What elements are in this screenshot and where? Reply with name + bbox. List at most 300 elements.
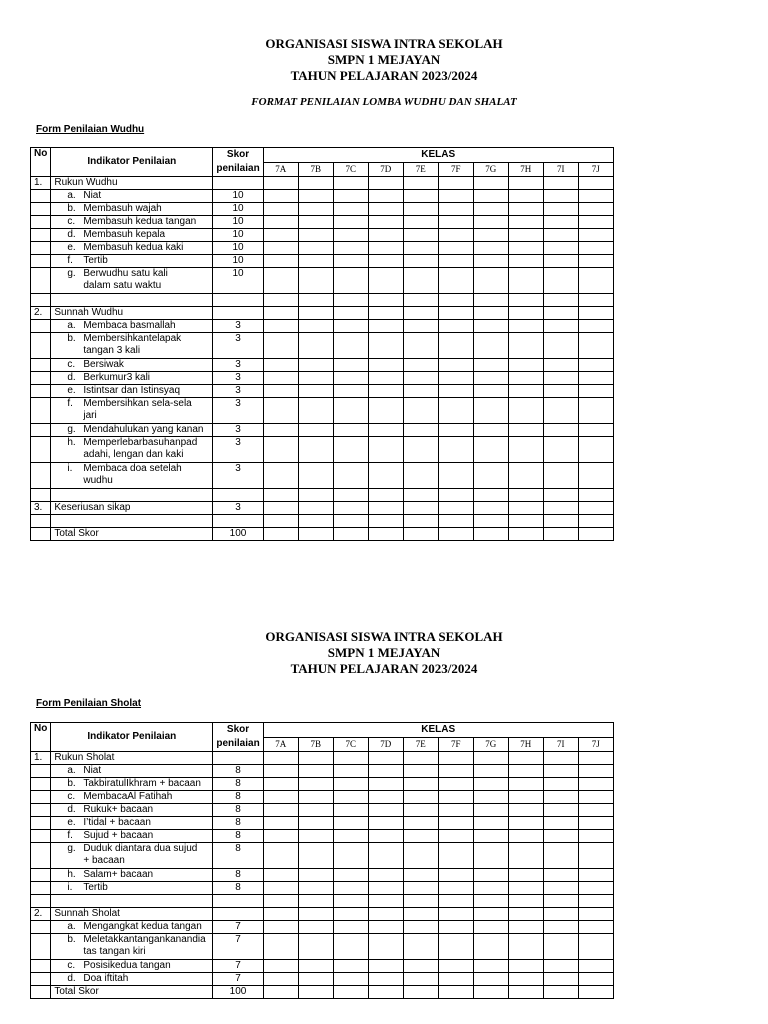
score-input-cell[interactable] [578, 908, 613, 921]
score-input-cell[interactable] [333, 804, 368, 817]
score-input-cell[interactable] [438, 307, 473, 320]
score-input-cell[interactable] [298, 778, 333, 791]
score-input-cell[interactable] [508, 882, 543, 895]
score-input-cell[interactable] [473, 765, 508, 778]
score-input-cell[interactable] [333, 359, 368, 372]
score-input-cell[interactable] [508, 372, 543, 385]
score-input-cell[interactable] [368, 791, 403, 804]
score-input-cell[interactable] [438, 934, 473, 960]
score-input-cell[interactable] [333, 778, 368, 791]
score-input-cell[interactable] [473, 398, 508, 424]
score-input-cell[interactable] [298, 333, 333, 359]
score-input-cell[interactable] [438, 203, 473, 216]
score-input-cell[interactable] [403, 804, 438, 817]
score-input-cell[interactable] [473, 986, 508, 999]
score-input-cell[interactable] [403, 934, 438, 960]
score-input-cell[interactable] [508, 294, 543, 307]
score-input-cell[interactable] [438, 424, 473, 437]
score-input-cell[interactable] [263, 960, 298, 973]
score-input-cell[interactable] [438, 908, 473, 921]
score-input-cell[interactable] [543, 268, 578, 294]
score-input-cell[interactable] [508, 333, 543, 359]
score-input-cell[interactable] [368, 921, 403, 934]
score-input-cell[interactable] [368, 437, 403, 463]
score-input-cell[interactable] [333, 203, 368, 216]
score-input-cell[interactable] [578, 528, 613, 541]
score-input-cell[interactable] [333, 986, 368, 999]
score-input-cell[interactable] [473, 895, 508, 908]
score-input-cell[interactable] [403, 752, 438, 765]
score-input-cell[interactable] [263, 255, 298, 268]
score-input-cell[interactable] [543, 502, 578, 515]
score-input-cell[interactable] [578, 333, 613, 359]
score-input-cell[interactable] [508, 843, 543, 869]
score-input-cell[interactable] [403, 489, 438, 502]
score-input-cell[interactable] [578, 502, 613, 515]
score-input-cell[interactable] [298, 765, 333, 778]
score-input-cell[interactable] [263, 869, 298, 882]
score-input-cell[interactable] [578, 177, 613, 190]
score-input-cell[interactable] [508, 502, 543, 515]
score-input-cell[interactable] [578, 385, 613, 398]
score-input-cell[interactable] [298, 229, 333, 242]
score-input-cell[interactable] [543, 255, 578, 268]
score-input-cell[interactable] [438, 869, 473, 882]
score-input-cell[interactable] [368, 908, 403, 921]
score-input-cell[interactable] [578, 830, 613, 843]
score-input-cell[interactable] [333, 463, 368, 489]
score-input-cell[interactable] [298, 268, 333, 294]
score-input-cell[interactable] [473, 830, 508, 843]
score-input-cell[interactable] [333, 843, 368, 869]
score-input-cell[interactable] [263, 203, 298, 216]
score-input-cell[interactable] [298, 294, 333, 307]
score-input-cell[interactable] [473, 268, 508, 294]
score-input-cell[interactable] [578, 960, 613, 973]
score-input-cell[interactable] [368, 752, 403, 765]
score-input-cell[interactable] [578, 242, 613, 255]
score-input-cell[interactable] [368, 385, 403, 398]
score-input-cell[interactable] [543, 934, 578, 960]
score-input-cell[interactable] [368, 216, 403, 229]
score-input-cell[interactable] [298, 437, 333, 463]
score-input-cell[interactable] [263, 973, 298, 986]
score-input-cell[interactable] [438, 960, 473, 973]
score-input-cell[interactable] [298, 791, 333, 804]
score-input-cell[interactable] [543, 359, 578, 372]
score-input-cell[interactable] [263, 320, 298, 333]
score-input-cell[interactable] [438, 216, 473, 229]
score-input-cell[interactable] [263, 528, 298, 541]
score-input-cell[interactable] [333, 502, 368, 515]
score-input-cell[interactable] [263, 502, 298, 515]
score-input-cell[interactable] [543, 190, 578, 203]
score-input-cell[interactable] [368, 398, 403, 424]
score-input-cell[interactable] [508, 804, 543, 817]
score-input-cell[interactable] [403, 229, 438, 242]
score-input-cell[interactable] [403, 973, 438, 986]
score-input-cell[interactable] [298, 908, 333, 921]
score-input-cell[interactable] [368, 307, 403, 320]
score-input-cell[interactable] [473, 515, 508, 528]
score-input-cell[interactable] [368, 190, 403, 203]
score-input-cell[interactable] [403, 190, 438, 203]
score-input-cell[interactable] [543, 437, 578, 463]
score-input-cell[interactable] [578, 791, 613, 804]
score-input-cell[interactable] [403, 463, 438, 489]
score-input-cell[interactable] [473, 528, 508, 541]
score-input-cell[interactable] [298, 528, 333, 541]
score-input-cell[interactable] [263, 242, 298, 255]
score-input-cell[interactable] [298, 320, 333, 333]
score-input-cell[interactable] [473, 960, 508, 973]
score-input-cell[interactable] [473, 869, 508, 882]
score-input-cell[interactable] [438, 895, 473, 908]
score-input-cell[interactable] [473, 463, 508, 489]
score-input-cell[interactable] [403, 372, 438, 385]
score-input-cell[interactable] [263, 986, 298, 999]
score-input-cell[interactable] [438, 372, 473, 385]
score-input-cell[interactable] [578, 934, 613, 960]
score-input-cell[interactable] [263, 372, 298, 385]
score-input-cell[interactable] [333, 934, 368, 960]
score-input-cell[interactable] [333, 333, 368, 359]
score-input-cell[interactable] [333, 385, 368, 398]
score-input-cell[interactable] [438, 437, 473, 463]
score-input-cell[interactable] [333, 437, 368, 463]
score-input-cell[interactable] [368, 333, 403, 359]
score-input-cell[interactable] [508, 778, 543, 791]
score-input-cell[interactable] [543, 778, 578, 791]
score-input-cell[interactable] [578, 437, 613, 463]
score-input-cell[interactable] [473, 817, 508, 830]
score-input-cell[interactable] [368, 203, 403, 216]
score-input-cell[interactable] [508, 255, 543, 268]
score-input-cell[interactable] [543, 973, 578, 986]
score-input-cell[interactable] [333, 882, 368, 895]
score-input-cell[interactable] [473, 791, 508, 804]
score-input-cell[interactable] [263, 804, 298, 817]
score-input-cell[interactable] [368, 229, 403, 242]
score-input-cell[interactable] [333, 398, 368, 424]
score-input-cell[interactable] [263, 843, 298, 869]
score-input-cell[interactable] [473, 320, 508, 333]
score-input-cell[interactable] [333, 489, 368, 502]
score-input-cell[interactable] [403, 778, 438, 791]
score-input-cell[interactable] [333, 424, 368, 437]
score-input-cell[interactable] [578, 765, 613, 778]
score-input-cell[interactable] [263, 489, 298, 502]
score-input-cell[interactable] [543, 294, 578, 307]
score-input-cell[interactable] [368, 242, 403, 255]
score-input-cell[interactable] [508, 385, 543, 398]
score-input-cell[interactable] [333, 908, 368, 921]
score-input-cell[interactable] [368, 973, 403, 986]
score-input-cell[interactable] [438, 190, 473, 203]
score-input-cell[interactable] [438, 817, 473, 830]
score-input-cell[interactable] [543, 398, 578, 424]
score-input-cell[interactable] [438, 268, 473, 294]
score-input-cell[interactable] [298, 203, 333, 216]
score-input-cell[interactable] [508, 489, 543, 502]
score-input-cell[interactable] [298, 882, 333, 895]
score-input-cell[interactable] [438, 255, 473, 268]
score-input-cell[interactable] [333, 216, 368, 229]
score-input-cell[interactable] [368, 778, 403, 791]
score-input-cell[interactable] [578, 203, 613, 216]
score-input-cell[interactable] [438, 398, 473, 424]
score-input-cell[interactable] [543, 463, 578, 489]
score-input-cell[interactable] [368, 359, 403, 372]
score-input-cell[interactable] [403, 502, 438, 515]
score-input-cell[interactable] [368, 424, 403, 437]
score-input-cell[interactable] [333, 817, 368, 830]
score-input-cell[interactable] [263, 882, 298, 895]
score-input-cell[interactable] [298, 895, 333, 908]
score-input-cell[interactable] [543, 424, 578, 437]
score-input-cell[interactable] [263, 398, 298, 424]
score-input-cell[interactable] [578, 294, 613, 307]
score-input-cell[interactable] [543, 515, 578, 528]
score-input-cell[interactable] [403, 385, 438, 398]
score-input-cell[interactable] [578, 372, 613, 385]
score-input-cell[interactable] [298, 424, 333, 437]
score-input-cell[interactable] [403, 830, 438, 843]
score-input-cell[interactable] [578, 882, 613, 895]
score-input-cell[interactable] [298, 190, 333, 203]
score-input-cell[interactable] [298, 177, 333, 190]
score-input-cell[interactable] [438, 528, 473, 541]
score-input-cell[interactable] [578, 359, 613, 372]
score-input-cell[interactable] [368, 895, 403, 908]
score-input-cell[interactable] [543, 320, 578, 333]
score-input-cell[interactable] [403, 333, 438, 359]
score-input-cell[interactable] [438, 502, 473, 515]
score-input-cell[interactable] [578, 190, 613, 203]
score-input-cell[interactable] [578, 398, 613, 424]
score-input-cell[interactable] [403, 398, 438, 424]
score-input-cell[interactable] [263, 359, 298, 372]
score-input-cell[interactable] [473, 229, 508, 242]
score-input-cell[interactable] [508, 908, 543, 921]
score-input-cell[interactable] [508, 203, 543, 216]
score-input-cell[interactable] [298, 752, 333, 765]
score-input-cell[interactable] [403, 255, 438, 268]
score-input-cell[interactable] [298, 372, 333, 385]
score-input-cell[interactable] [368, 765, 403, 778]
score-input-cell[interactable] [438, 333, 473, 359]
score-input-cell[interactable] [298, 921, 333, 934]
score-input-cell[interactable] [263, 934, 298, 960]
score-input-cell[interactable] [403, 895, 438, 908]
score-input-cell[interactable] [508, 229, 543, 242]
score-input-cell[interactable] [473, 190, 508, 203]
score-input-cell[interactable] [438, 921, 473, 934]
score-input-cell[interactable] [508, 830, 543, 843]
score-input-cell[interactable] [473, 359, 508, 372]
score-input-cell[interactable] [298, 986, 333, 999]
score-input-cell[interactable] [578, 843, 613, 869]
score-input-cell[interactable] [368, 177, 403, 190]
score-input-cell[interactable] [333, 895, 368, 908]
score-input-cell[interactable] [368, 960, 403, 973]
score-input-cell[interactable] [403, 908, 438, 921]
score-input-cell[interactable] [298, 398, 333, 424]
score-input-cell[interactable] [473, 843, 508, 869]
score-input-cell[interactable] [333, 960, 368, 973]
score-input-cell[interactable] [333, 190, 368, 203]
score-input-cell[interactable] [473, 752, 508, 765]
score-input-cell[interactable] [263, 437, 298, 463]
score-input-cell[interactable] [543, 986, 578, 999]
score-input-cell[interactable] [263, 333, 298, 359]
score-input-cell[interactable] [473, 177, 508, 190]
score-input-cell[interactable] [543, 895, 578, 908]
score-input-cell[interactable] [298, 502, 333, 515]
score-input-cell[interactable] [438, 830, 473, 843]
score-input-cell[interactable] [543, 804, 578, 817]
score-input-cell[interactable] [263, 216, 298, 229]
score-input-cell[interactable] [263, 294, 298, 307]
score-input-cell[interactable] [508, 869, 543, 882]
score-input-cell[interactable] [508, 268, 543, 294]
score-input-cell[interactable] [333, 242, 368, 255]
score-input-cell[interactable] [473, 255, 508, 268]
score-input-cell[interactable] [368, 869, 403, 882]
score-input-cell[interactable] [263, 268, 298, 294]
score-input-cell[interactable] [543, 830, 578, 843]
score-input-cell[interactable] [403, 424, 438, 437]
score-input-cell[interactable] [578, 895, 613, 908]
score-input-cell[interactable] [368, 804, 403, 817]
score-input-cell[interactable] [403, 843, 438, 869]
score-input-cell[interactable] [578, 752, 613, 765]
score-input-cell[interactable] [368, 843, 403, 869]
score-input-cell[interactable] [333, 372, 368, 385]
score-input-cell[interactable] [368, 934, 403, 960]
score-input-cell[interactable] [403, 307, 438, 320]
score-input-cell[interactable] [543, 921, 578, 934]
score-input-cell[interactable] [508, 190, 543, 203]
score-input-cell[interactable] [508, 986, 543, 999]
score-input-cell[interactable] [298, 515, 333, 528]
score-input-cell[interactable] [578, 804, 613, 817]
score-input-cell[interactable] [333, 752, 368, 765]
score-input-cell[interactable] [403, 437, 438, 463]
score-input-cell[interactable] [368, 489, 403, 502]
score-input-cell[interactable] [543, 817, 578, 830]
score-input-cell[interactable] [508, 515, 543, 528]
score-input-cell[interactable] [438, 765, 473, 778]
score-input-cell[interactable] [298, 843, 333, 869]
score-input-cell[interactable] [298, 960, 333, 973]
score-input-cell[interactable] [298, 242, 333, 255]
score-input-cell[interactable] [333, 177, 368, 190]
score-input-cell[interactable] [543, 882, 578, 895]
score-input-cell[interactable] [438, 882, 473, 895]
score-input-cell[interactable] [578, 268, 613, 294]
score-input-cell[interactable] [403, 791, 438, 804]
score-input-cell[interactable] [403, 817, 438, 830]
score-input-cell[interactable] [333, 765, 368, 778]
score-input-cell[interactable] [298, 359, 333, 372]
score-input-cell[interactable] [473, 372, 508, 385]
score-input-cell[interactable] [508, 424, 543, 437]
score-input-cell[interactable] [333, 791, 368, 804]
score-input-cell[interactable] [578, 320, 613, 333]
score-input-cell[interactable] [543, 216, 578, 229]
score-input-cell[interactable] [473, 424, 508, 437]
score-input-cell[interactable] [298, 804, 333, 817]
score-input-cell[interactable] [473, 216, 508, 229]
score-input-cell[interactable] [473, 973, 508, 986]
score-input-cell[interactable] [298, 463, 333, 489]
score-input-cell[interactable] [543, 203, 578, 216]
score-input-cell[interactable] [578, 463, 613, 489]
score-input-cell[interactable] [543, 385, 578, 398]
score-input-cell[interactable] [333, 268, 368, 294]
score-input-cell[interactable] [438, 973, 473, 986]
score-input-cell[interactable] [508, 817, 543, 830]
score-input-cell[interactable] [368, 515, 403, 528]
score-input-cell[interactable] [333, 229, 368, 242]
score-input-cell[interactable] [403, 515, 438, 528]
score-input-cell[interactable] [263, 463, 298, 489]
score-input-cell[interactable] [508, 398, 543, 424]
score-input-cell[interactable] [438, 778, 473, 791]
score-input-cell[interactable] [298, 817, 333, 830]
score-input-cell[interactable] [403, 320, 438, 333]
score-input-cell[interactable] [438, 986, 473, 999]
score-input-cell[interactable] [438, 489, 473, 502]
score-input-cell[interactable] [508, 463, 543, 489]
score-input-cell[interactable] [473, 294, 508, 307]
score-input-cell[interactable] [403, 528, 438, 541]
score-input-cell[interactable] [263, 765, 298, 778]
score-input-cell[interactable] [298, 489, 333, 502]
score-input-cell[interactable] [333, 921, 368, 934]
score-input-cell[interactable] [473, 333, 508, 359]
score-input-cell[interactable] [263, 791, 298, 804]
score-input-cell[interactable] [368, 986, 403, 999]
score-input-cell[interactable] [298, 973, 333, 986]
score-input-cell[interactable] [543, 528, 578, 541]
score-input-cell[interactable] [508, 973, 543, 986]
score-input-cell[interactable] [508, 895, 543, 908]
score-input-cell[interactable] [578, 869, 613, 882]
score-input-cell[interactable] [263, 424, 298, 437]
score-input-cell[interactable] [473, 385, 508, 398]
score-input-cell[interactable] [263, 778, 298, 791]
score-input-cell[interactable] [403, 960, 438, 973]
score-input-cell[interactable] [403, 986, 438, 999]
score-input-cell[interactable] [543, 869, 578, 882]
score-input-cell[interactable] [578, 778, 613, 791]
score-input-cell[interactable] [368, 268, 403, 294]
score-input-cell[interactable] [543, 765, 578, 778]
score-input-cell[interactable] [508, 765, 543, 778]
score-input-cell[interactable] [578, 255, 613, 268]
score-input-cell[interactable] [333, 973, 368, 986]
score-input-cell[interactable] [473, 908, 508, 921]
score-input-cell[interactable] [578, 307, 613, 320]
score-input-cell[interactable] [508, 242, 543, 255]
score-input-cell[interactable] [578, 489, 613, 502]
score-input-cell[interactable] [508, 791, 543, 804]
score-input-cell[interactable] [368, 320, 403, 333]
score-input-cell[interactable] [368, 830, 403, 843]
score-input-cell[interactable] [543, 791, 578, 804]
